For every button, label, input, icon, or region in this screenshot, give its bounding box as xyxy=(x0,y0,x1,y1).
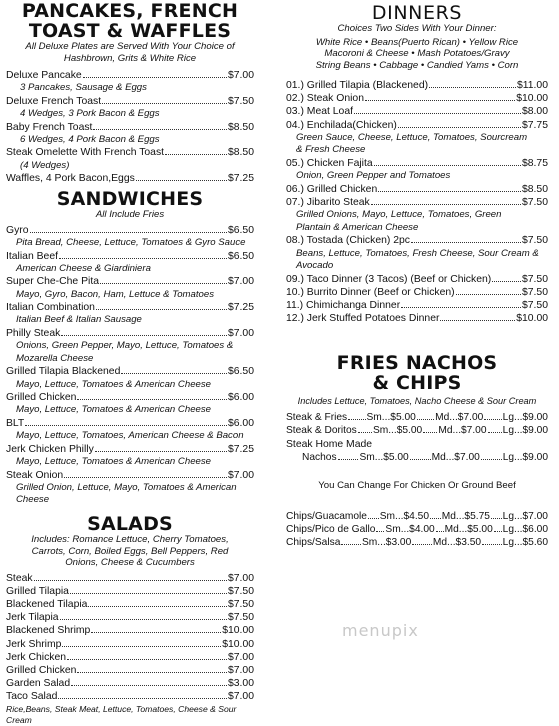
item-name: 01.) Grilled Tilapia (Blackened) xyxy=(286,80,429,91)
item-name: Philly Steak xyxy=(6,328,61,340)
dinners-sides-line2: Macoroni & Cheese • Mash Potatoes/Gravy xyxy=(324,48,510,59)
dot-leader xyxy=(67,659,227,660)
item-price: $7.50 xyxy=(227,612,254,624)
item-description: Onions, Green Pepper, Mayo, Lettuce, Tomatoes & xyxy=(16,340,234,352)
item-name: Steak & Fries xyxy=(286,412,348,424)
item-name: Grilled Tilapia Blackened xyxy=(6,366,121,378)
item-name: BLT xyxy=(6,418,25,430)
dot-leader xyxy=(102,103,227,104)
menu-item xyxy=(6,250,254,263)
item-name: Deluxe Pancake xyxy=(6,70,82,81)
dot-leader xyxy=(491,518,502,519)
item-name: Chips/Guacamole xyxy=(286,510,367,522)
menu-item xyxy=(286,105,548,118)
size-price-lg: Lg...$9.00 xyxy=(502,425,548,437)
item-name: Grilled Tilapia xyxy=(6,585,69,597)
item-price: $8.75 xyxy=(521,158,548,169)
menu-item xyxy=(286,183,548,196)
item-description: Mayo, Lettuce, Tomatoes & American Cheese xyxy=(16,378,211,390)
item-name: 07.) Jibarito Steak xyxy=(286,197,370,208)
menu-item xyxy=(6,664,254,677)
item-name: 08.) Tostada (Chicken) 2pc xyxy=(286,235,410,247)
item-description: Beans, Lettuce, Tomatoes, Fresh Cheese, Sour Cream & xyxy=(296,247,539,259)
menu-item xyxy=(286,92,548,105)
dot-leader xyxy=(341,544,361,545)
item-price: $8.50 xyxy=(227,121,254,133)
fries-title-line1: FRIES NACHOS xyxy=(336,351,498,374)
change-note: You Can Change For Chicken Or Ground Beef xyxy=(318,479,516,491)
item-name: Grilled Chicken xyxy=(6,392,77,404)
menu-item xyxy=(6,572,254,585)
menu-item xyxy=(6,624,254,637)
item-name: 10.) Burrito Dinner (Beef or Chicken) xyxy=(286,286,455,298)
size-price-sm: Sm...$4.50 xyxy=(379,510,430,522)
nachos-row xyxy=(286,451,548,464)
sandwiches-section xyxy=(6,189,254,507)
item-price: $7.50 xyxy=(227,598,254,610)
homemade-text: Steak Home Made xyxy=(286,438,373,450)
dot-leader xyxy=(417,419,434,420)
item-price: $7.25 xyxy=(227,443,254,455)
item-price: $10.00 xyxy=(222,638,254,650)
menu-item xyxy=(6,391,254,404)
item-name: Waffles, 4 Pork Bacon,Eggs xyxy=(6,173,135,185)
pancakes-note-line2: Hashbrown, Grits & White Rice xyxy=(63,52,197,64)
item-description: Cheese xyxy=(16,494,50,506)
sandwiches-list xyxy=(6,224,254,507)
item-name: Baby French Toast xyxy=(6,121,93,133)
dot-leader xyxy=(62,646,221,647)
item-name: Jerk Chicken Philly xyxy=(6,443,94,455)
menu-item xyxy=(6,95,254,108)
dot-leader xyxy=(95,451,227,452)
size-price-lg: Lg...$6.00 xyxy=(502,524,548,536)
dot-leader xyxy=(64,477,227,478)
item-price: $7.50 xyxy=(521,197,548,208)
size-price-sm: Sm...$5.00 xyxy=(366,412,416,424)
size-price-md: Md...$3.50 xyxy=(432,537,482,549)
nachos-md: Md...$7.00 xyxy=(431,451,480,463)
menu-item xyxy=(286,157,548,170)
item-name: 03.) Meat Loaf xyxy=(286,106,354,118)
menu-item xyxy=(6,69,254,82)
item-name: 11.) Chimichanga Dinner xyxy=(286,300,401,312)
item-description: Onion, Green Pepper and Tomatoes xyxy=(296,170,451,182)
size-price-lg: Lg...$5.60 xyxy=(502,537,548,549)
item-name: Italian Combination xyxy=(6,302,95,314)
menu-item xyxy=(6,651,254,664)
dot-leader xyxy=(378,191,521,192)
item-name: Steak xyxy=(6,572,33,584)
salads-note-line1: Includes: Romance Lettuce, Cherry Tomatoes, xyxy=(31,534,229,546)
item-description: 3 Pancakes, Sausage & Eggs xyxy=(20,82,147,94)
size-price-row xyxy=(286,523,548,536)
dot-leader xyxy=(96,309,227,310)
dot-leader xyxy=(77,672,227,673)
item-price: $8.00 xyxy=(521,106,548,118)
dot-leader xyxy=(412,544,432,545)
dot-leader xyxy=(91,632,221,633)
item-price: $7.00 xyxy=(227,691,254,703)
item-description: Italian Beef & Italian Sausage xyxy=(16,314,142,326)
menu-item xyxy=(6,146,254,159)
size-price-row xyxy=(286,510,548,523)
menu-item xyxy=(6,275,254,288)
menu-item xyxy=(6,598,254,611)
dot-leader xyxy=(58,698,227,699)
salads-note-line2: Carrots, Corn, Boiled Eggs, Bell Peppers, Red xyxy=(31,545,229,557)
menu-item xyxy=(6,327,254,340)
item-name: Italian Beef xyxy=(6,250,58,262)
menu-item xyxy=(6,417,254,430)
salads-section xyxy=(6,514,254,726)
size-price-row xyxy=(286,411,548,424)
dot-leader xyxy=(25,425,227,426)
dinners-sides-line3: String Beans • Cabbage • Candied Yams • Corn xyxy=(315,59,519,71)
dot-leader xyxy=(401,307,521,308)
dot-leader xyxy=(484,419,501,420)
item-name: 04.) Enchilada(Chicken) xyxy=(286,119,397,131)
item-name: Garden Salad xyxy=(6,678,71,690)
size-price-md: Md...$7.00 xyxy=(438,425,487,437)
menu-item xyxy=(6,121,254,134)
item-price: $7.25 xyxy=(227,173,254,185)
dot-leader xyxy=(374,165,521,166)
dot-leader xyxy=(411,242,521,243)
item-description: Mayo, Lettuce, Tomatoes & American Cheese xyxy=(16,456,211,468)
item-description: Pita Bread, Cheese, Lettuce, Tomatoes & Gyro Sauce xyxy=(16,237,246,249)
dot-leader xyxy=(61,335,227,336)
dot-leader xyxy=(83,77,227,78)
menu-item xyxy=(6,172,254,185)
menu-item xyxy=(286,299,548,312)
item-price: $7.25 xyxy=(227,302,254,314)
dinners-title: DINNERS xyxy=(371,2,463,24)
item-name: Deluxe French Toast xyxy=(6,95,102,107)
item-name: Jerk Shrimp xyxy=(6,638,62,650)
item-description: Mayo, Gyro, Bacon, Ham, Lettuce & Tomatoes xyxy=(16,288,215,300)
dot-leader xyxy=(70,593,227,594)
dot-leader xyxy=(492,281,521,282)
dot-leader xyxy=(456,294,521,295)
item-price: $8.50 xyxy=(521,183,548,195)
item-description: Mayo, Lettuce, Tomatoes & American Cheese xyxy=(16,404,211,416)
dot-leader xyxy=(429,87,516,88)
size-price-md: Md...$7.00 xyxy=(435,412,484,424)
chips-list xyxy=(286,510,548,550)
item-description: Grilled Onion, Lettuce, Mayo, Tomatoes & American xyxy=(16,481,237,493)
item-description: 4 Wedges, 3 Pork Bacon & Eggs xyxy=(20,108,160,119)
item-name: 09.) Taco Dinner (3 Tacos) (Beef or Chicken) xyxy=(286,273,492,285)
dot-leader xyxy=(93,129,227,130)
item-description: (4 Wedges) xyxy=(20,159,70,171)
size-price-lg: Lg...$7.00 xyxy=(502,510,548,522)
item-description: American Cheese & Giardiniera xyxy=(16,262,151,274)
fries-list xyxy=(286,411,548,437)
watermark-logo: menupix xyxy=(342,621,419,640)
dot-leader xyxy=(136,180,227,181)
item-price: $7.00 xyxy=(227,651,254,663)
size-price-lg: Lg...$9.00 xyxy=(502,412,548,424)
dinners-note: Choices Two Sides With Your Dinner: xyxy=(337,23,497,34)
item-description: Mozarella Cheese xyxy=(16,352,94,364)
item-price: $10.00 xyxy=(516,93,548,105)
item-description: & Fresh Cheese xyxy=(296,144,366,156)
nachos-name: Nachos xyxy=(302,451,337,463)
dot-leader xyxy=(371,204,521,205)
item-name: Steak Omelette With French Toast xyxy=(6,147,165,159)
dot-leader xyxy=(60,619,227,620)
item-name: Chips/Pico de Gallo xyxy=(286,524,376,536)
item-price: $6.50 xyxy=(227,250,254,262)
pancakes-title-line1: PANCAKES, FRENCH xyxy=(21,0,239,22)
menu-item xyxy=(6,638,254,651)
item-price: $7.50 xyxy=(521,273,548,285)
menu-item xyxy=(286,312,548,325)
item-price: $7.75 xyxy=(521,119,548,131)
menu-item xyxy=(6,677,254,690)
dot-leader xyxy=(368,518,379,519)
dot-leader xyxy=(348,419,365,420)
item-name: Jerk Tilapia xyxy=(6,612,59,624)
nachos-lg: Lg...$9.00 xyxy=(502,451,549,463)
item-price: $7.50 xyxy=(521,286,548,298)
dot-leader xyxy=(376,531,384,532)
item-description: Green Sauce, Cheese, Lettuce, Tomatoes, Sourcream xyxy=(296,131,528,143)
dot-leader xyxy=(165,154,227,155)
dot-leader xyxy=(482,544,502,545)
dot-leader xyxy=(34,580,227,581)
item-price: $7.00 xyxy=(227,469,254,481)
item-price: $7.50 xyxy=(521,235,548,247)
menu-item xyxy=(286,273,548,286)
size-price-sm: Sm...$3.00 xyxy=(362,537,412,549)
pancakes-section xyxy=(6,0,254,185)
size-price-sm: Sm...$4.00 xyxy=(385,524,435,536)
dot-leader xyxy=(358,432,372,433)
item-price: $6.50 xyxy=(227,366,254,378)
menu-item xyxy=(6,469,254,482)
item-name: 12.) Jerk Stuffed Potatoes Dinner xyxy=(286,313,440,325)
item-price: $8.50 xyxy=(227,147,254,159)
menu-item xyxy=(6,301,254,314)
dot-leader xyxy=(88,606,227,607)
menu-item xyxy=(286,196,548,209)
item-price: $3.00 xyxy=(227,678,254,690)
dot-leader xyxy=(30,232,227,233)
item-name: 06.) Grilled Chicken xyxy=(286,183,378,195)
item-description: Mayo, Lettuce, Tomatoes, American Cheese & Bacon xyxy=(16,430,244,442)
item-description: Grilled Onions, Mayo, Lettuce, Tomatoes, Green xyxy=(296,209,502,221)
menu-item xyxy=(6,585,254,598)
homemade-label xyxy=(286,438,548,451)
salads-title: SALADS xyxy=(87,513,173,536)
dot-leader xyxy=(494,531,502,532)
item-name: 02.) Steak Onion xyxy=(286,93,364,105)
dinners-section xyxy=(286,0,548,326)
dot-leader xyxy=(436,531,444,532)
menu-item xyxy=(286,79,548,92)
item-name: Super Che-Che Pita xyxy=(6,276,99,288)
menu-item xyxy=(286,234,548,247)
dot-leader xyxy=(77,399,227,400)
fries-note: Includes Lettuce, Tomatoes, Nacho Cheese & Sour Cream xyxy=(297,395,537,406)
size-price-row xyxy=(286,536,548,549)
size-price-sm: Sm...$5.00 xyxy=(372,425,423,437)
item-price: $6.00 xyxy=(227,392,254,404)
menu-item xyxy=(6,443,254,456)
item-name: Taco Salad xyxy=(6,691,58,703)
item-name: Steak Onion xyxy=(6,469,64,481)
menu-item xyxy=(6,365,254,378)
dot-leader xyxy=(59,258,227,259)
item-name: Steak & Doritos xyxy=(286,425,357,437)
dot-leader xyxy=(71,685,227,686)
dot-leader xyxy=(365,100,515,101)
menu-item xyxy=(6,611,254,624)
menu-item xyxy=(286,119,548,132)
item-price: $10.00 xyxy=(516,313,548,325)
pancakes-title-line2: TOAST & WAFFLES xyxy=(28,20,232,42)
item-name: Blackened Shrimp xyxy=(6,625,91,637)
item-name: Chips/Salsa xyxy=(286,537,341,549)
item-price: $7.00 xyxy=(227,572,254,584)
item-price: $7.00 xyxy=(227,276,254,288)
dot-leader xyxy=(100,283,227,284)
item-price: $6.00 xyxy=(227,418,254,430)
size-price-row xyxy=(286,424,548,437)
menu-item xyxy=(6,690,254,703)
item-price: $7.50 xyxy=(521,300,548,312)
item-name: Grilled Chicken xyxy=(6,664,77,676)
salads-list xyxy=(6,572,254,704)
dot-leader xyxy=(354,113,521,114)
menu-item xyxy=(6,224,254,237)
item-price: $10.00 xyxy=(222,625,254,637)
sandwiches-title: SANDWICHES xyxy=(56,188,204,211)
item-name: Blackened Tilapia xyxy=(6,598,88,610)
item-price: $7.00 xyxy=(227,664,254,676)
pancakes-note-line1: All Deluxe Plates are Served With Your Choice of xyxy=(25,41,235,52)
size-price-md: Md...$5.75 xyxy=(441,510,490,522)
item-description: 6 Wedges, 4 Pork Bacon & Eggs xyxy=(20,133,160,145)
item-name: Jerk Chicken xyxy=(6,651,67,663)
item-description: Avocado xyxy=(296,260,334,272)
dinners-sides-line1: White Rice • Beans(Puerto Rican) • Yellow Rice xyxy=(315,36,519,48)
dot-leader xyxy=(423,432,437,433)
item-price: $7.50 xyxy=(227,95,254,107)
item-price: $11.00 xyxy=(516,80,548,91)
nachos-sm: Sm...$5.00 xyxy=(359,451,409,463)
item-price: $7.00 xyxy=(227,328,254,340)
item-description: Plantain & American Cheese xyxy=(296,221,419,233)
dot-leader xyxy=(430,518,441,519)
dot-leader xyxy=(440,320,515,321)
pancakes-list xyxy=(6,69,254,185)
item-price: $7.50 xyxy=(227,585,254,597)
fries-section xyxy=(286,353,548,550)
dinners-list xyxy=(286,79,548,326)
sandwiches-note: All Include Fries xyxy=(95,209,165,221)
salads-footer: Rice,Beans, Steak Meat, Lettuce, Tomatoes, Cheese & Sour Cream xyxy=(6,703,237,725)
dot-leader xyxy=(121,373,227,374)
item-price: $6.50 xyxy=(227,224,254,236)
size-price-md: Md...$5.00 xyxy=(444,524,493,536)
right-column xyxy=(286,0,548,550)
salads-note-line3: Onions, Cheese & Cucumbers xyxy=(65,557,195,569)
item-name: Gyro xyxy=(6,224,29,236)
fries-title-line2: & CHIPS xyxy=(372,371,462,394)
item-price: $7.00 xyxy=(227,70,254,81)
item-name: 05.) Chicken Fajita xyxy=(286,158,373,169)
menu-item xyxy=(286,286,548,299)
left-column xyxy=(6,0,254,726)
dot-leader xyxy=(488,432,502,433)
dot-leader xyxy=(398,127,521,128)
